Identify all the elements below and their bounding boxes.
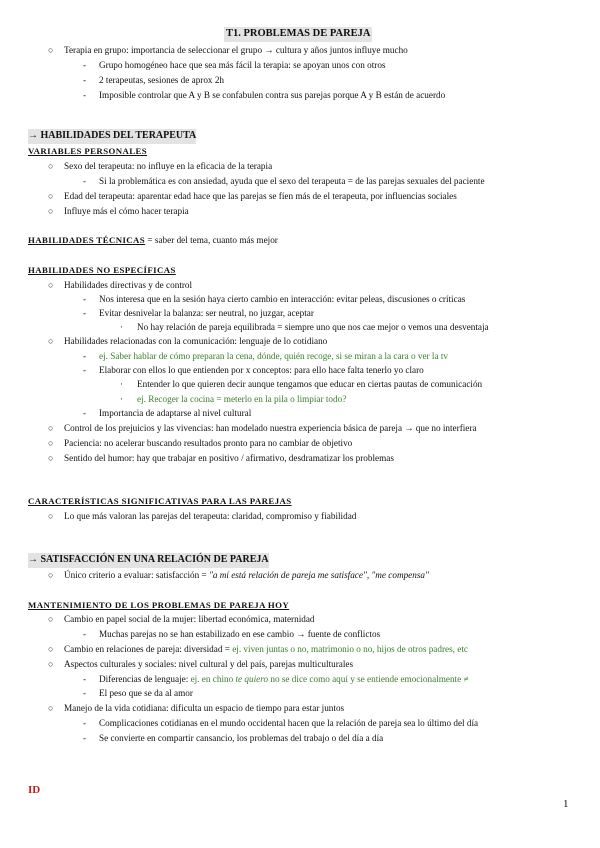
list-item: Sexo del terapeuta: no influye en la eficacia de la terapia [64, 161, 273, 171]
list-item: Complicaciones cotidianas en el mundo occidental hacen que la relación de pareja sea lo último del día [99, 718, 479, 728]
id-mark: ID [28, 784, 41, 796]
list-item: Habilidades directivas y de control [64, 280, 193, 290]
list-item: El peso que se da al amor [99, 688, 193, 698]
bullet-dot: · [120, 394, 123, 404]
list-item [99, 672, 469, 687]
bullet-dash: - [83, 60, 86, 70]
list-item: Si la problemática es con ansiedad, ayuda que el sexo del terapeuta = de las parejas sexuales del paciente [99, 176, 485, 186]
bullet-circle: ○ [48, 453, 54, 463]
bullet-circle: ○ [48, 614, 54, 624]
list-item: Habilidades relacionadas con la comunicación: lenguaje de lo cotidiano [64, 336, 328, 346]
bullet-circle: ○ [48, 206, 54, 216]
bullet-circle: ○ [48, 161, 54, 171]
bullet-dash: - [83, 718, 86, 728]
page-number: 1 [563, 798, 569, 810]
bullet-circle: ○ [48, 438, 54, 448]
list-item: Cambio en papel social de la mujer: libertad económica, maternidad [64, 614, 315, 624]
list-item: Lo que más valoran las parejas del terapeuta: claridad, compromiso y fiabilidad [64, 511, 357, 521]
example-note: ej. Recoger la cocina = meterlo en la pila o limpiar todo? [137, 394, 347, 404]
list-item: No hay relación de pareja equilibrada = siempre uno que nos cae mejor o vemos una desventaja [137, 322, 489, 332]
bullet-dot: · [120, 379, 123, 389]
tecnicas-line [28, 233, 278, 248]
subheading-mantenimiento: MANTENIMIENTO DE LOS PROBLEMAS DE PAREJA HOY [28, 600, 290, 610]
list-item: 2 terapeutas, sesiones de aprox 2h [99, 75, 225, 85]
list-item: Terapia en grupo: importancia de seleccionar el grupo → cultura y años juntos influye mucho [64, 45, 408, 55]
subheading-tecnicas: HABILIDADES TÉCNICAS [28, 235, 146, 245]
bullet-circle: ○ [48, 659, 54, 669]
list-item: Nos interesa que en la sesión haya cierto cambio en interacción: evitar peleas, discusiones o críticas [99, 294, 466, 304]
bullet-circle: ○ [48, 511, 54, 521]
list-item: Manejo de la vida cotidiana: dificulta un espacio de tiempo para estar juntos [64, 703, 345, 713]
bullet-circle: ○ [48, 191, 54, 201]
list-item: Muchas parejas no se han estabilizado en ese cambio → fuente de conflictos [99, 629, 381, 639]
bullet-dash: - [83, 294, 86, 304]
subheading-no-especificas: HABILIDADES NO ESPECÍFICAS [28, 265, 176, 275]
list-item: Imposible controlar que A y B se confabulen contra sus parejas porque A y B están de acuerdo [99, 90, 446, 100]
list-item [64, 568, 429, 583]
bullet-dash: - [83, 688, 86, 698]
subheading-caracteristicas: CARACTERÍSTICAS SIGNIFICATIVAS PARA LAS PAREJAS [28, 496, 292, 506]
list-item: Elaborar con ellos lo que entienden por x conceptos: para ello hace falta tenerlo yo claro [99, 365, 424, 375]
example-note: ej. en chino [190, 674, 236, 684]
bullet-circle: ○ [48, 336, 54, 346]
m2-text: Cambio en relaciones de pareja: diversidad = [64, 644, 233, 654]
bullet-circle: ○ [48, 570, 54, 580]
bullet-circle: ○ [48, 423, 54, 433]
bullet-dash: - [83, 176, 86, 186]
section-heading-habilidades: → HABILIDADES DEL TERAPEUTA [28, 129, 196, 144]
example-note: no se dice como aquí y se entiende emocionalmente ≠ [268, 674, 469, 684]
bullet-dot: · [120, 322, 123, 332]
list-item: Edad del terapeuta: aparentar edad hace que las parejas se fíen más de el terapeuta, por influencias sociales [64, 191, 457, 201]
list-item: Entender lo que quieren decir aunque tengamos que educar en ciertas pautas de comunicación [137, 379, 483, 389]
list-item: Influye más el cómo hacer terapia [64, 206, 189, 216]
satisfaccion-quote: "a mí está relación de pareja me satisface", "me compensa" [208, 570, 429, 580]
m3a-text: Diferencias de lenguaje: [99, 674, 191, 684]
list-item: Se convierte en compartir cansancio, los problemas del trabajo o del día a día [99, 733, 384, 743]
bullet-dash: - [83, 90, 86, 100]
list-item: Grupo homogéneo hace que sea más fácil la terapia: se apoyan unos con otros [99, 60, 386, 70]
page-title: T1. PROBLEMAS DE PAREJA [224, 27, 372, 42]
list-item: Importancia de adaptarse al nivel cultural [99, 408, 252, 418]
bullet-circle: ○ [48, 703, 54, 713]
list-item: Paciencia: no acelerar buscando resultados pronto para no cambiar de objetivo [64, 438, 353, 448]
bullet-circle: ○ [48, 280, 54, 290]
list-item: Control de los prejuicios y las vivencias: han modelado nuestra experiencia básica de pareja → que no interfiera [64, 423, 477, 433]
bullet-dash: - [83, 408, 86, 418]
bullet-dash: - [83, 365, 86, 375]
bullet-dash: - [83, 733, 86, 743]
example-note-italic: te quiero [235, 674, 269, 684]
bullet-dash: - [83, 351, 86, 361]
bullet-circle: ○ [48, 45, 54, 55]
bullet-dash: - [83, 75, 86, 85]
list-item [64, 642, 468, 657]
bullet-circle: ○ [48, 644, 54, 654]
tecnicas-text: = saber del tema, cuanto más mejor [145, 235, 278, 245]
list-item: Aspectos culturales y sociales: nivel cultural y del país, parejas multiculturales [64, 659, 354, 669]
list-item: Sentido del humor: hay que trabajar en positivo / afirmativo, desdramatizar los problemas [64, 453, 394, 463]
list-item: Evitar desnivelar la balanza: ser neutral, no juzgar, aceptar [99, 308, 314, 318]
subheading-variables: VARIABLES PERSONALES [28, 146, 148, 156]
bullet-dash: - [83, 308, 86, 318]
example-note: ej. viven juntas o no, matrimonio o no, hijos de otros padres, etc [232, 644, 468, 654]
section-heading-satisfaccion: → SATISFACCIÓN EN UNA RELACIÓN DE PAREJA [28, 553, 269, 568]
satisfaccion-text: Único criterio a evaluar: satisfacción = [64, 570, 209, 580]
bullet-dash: - [83, 674, 86, 684]
bullet-dash: - [83, 629, 86, 639]
example-note: ej. Saber hablar de cómo preparan la cena, dónde, quién recoge, si se miran a la cara o ver la tv [99, 351, 448, 361]
